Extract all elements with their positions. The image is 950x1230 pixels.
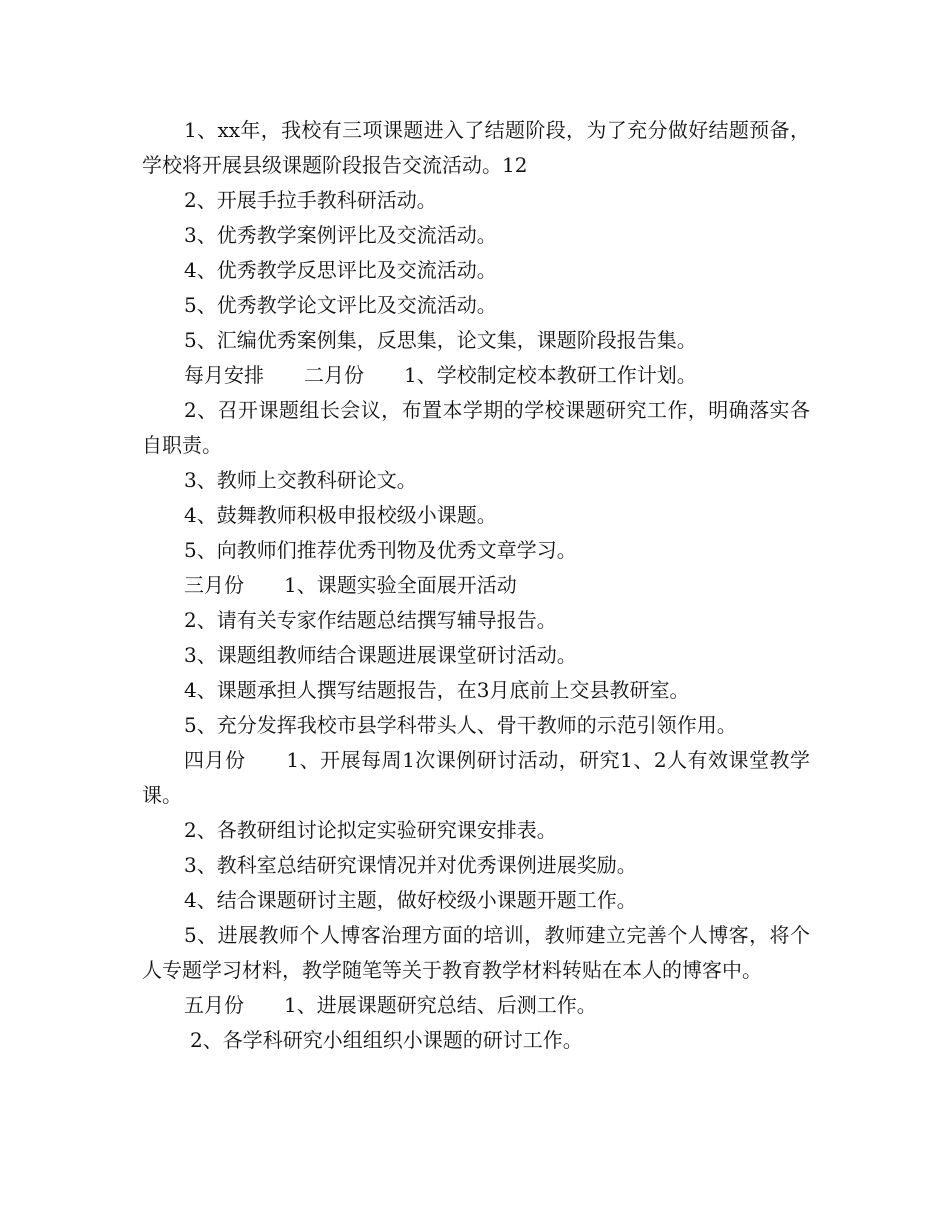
paragraph-15: 4、课题承担人撰写结题报告，在3月底前上交县教研室。 [184,678,690,702]
paragraph-22: 五月份 1、进展课题研究总结、后测工作。 [184,993,597,1017]
paragraph-1: 1、xx年，我校有三项课题进入了结题阶段，为了充分做好结题预备，学校将开展县级课题阶段报告交流活动。12 [142,118,810,177]
paragraph-5: 5、优秀教学论文评比及交流活动。 [184,293,497,317]
paragraph-4: 4、优秀教学反思评比及交流活动。 [184,258,497,282]
paragraph-7: 每月安排 二月份 1、学校制定校本教研工作计划。 [184,363,697,387]
paragraph-10: 4、鼓舞教师积极申报校级小课题。 [184,503,497,527]
paragraph-9: 3、教师上交教科研论文。 [184,468,417,492]
paragraph-11: 5、向教师们推荐优秀刊物及优秀文章学习。 [184,538,577,562]
paragraph-12: 三月份 1、课题实验全面展开活动 [184,573,517,597]
paragraph-14: 3、课题组教师结合课题进展课堂研讨活动。 [184,643,577,667]
paragraph-8: 2、召开课题组长会议，布置本学期的学校课题研究工作，明确落实各自职责。 [142,398,810,457]
paragraph-21: 5、进展教师个人博客治理方面的培训，教师建立完善个人博客，将个人专题学习材料，教学随笔等关于教育教学材料转贴在本人的博客中。 [142,923,810,982]
paragraph-20: 4、结合课题研讨主题，做好校级小课题开题工作。 [184,888,637,912]
document-body [142,113,810,1058]
paragraph-16: 5、充分发挥我校市县学科带头人、骨干教师的示范引领作用。 [184,713,737,737]
paragraph-3: 3、优秀教学案例评比及交流活动。 [184,223,497,247]
paragraph-19: 3、教科室总结研究课情况并对优秀课例进展奖励。 [184,853,637,877]
paragraph-17: 四月份 1、开展每周1次课例研讨活动，研究1、2人有效课堂教学课。 [142,748,810,807]
paragraph-23: 2、各学科研究小组组织小课题的研讨工作。 [190,1028,583,1052]
paragraph-18: 2、各教研组讨论拟定实验研究课安排表。 [184,818,557,842]
paragraph-13: 2、请有关专家作结题总结撰写辅导报告。 [184,608,557,632]
paragraph-6: 5、汇编优秀案例集，反思集，论文集，课题阶段报告集。 [184,328,697,352]
paragraph-2: 2、开展手拉手教科研活动。 [184,188,437,212]
